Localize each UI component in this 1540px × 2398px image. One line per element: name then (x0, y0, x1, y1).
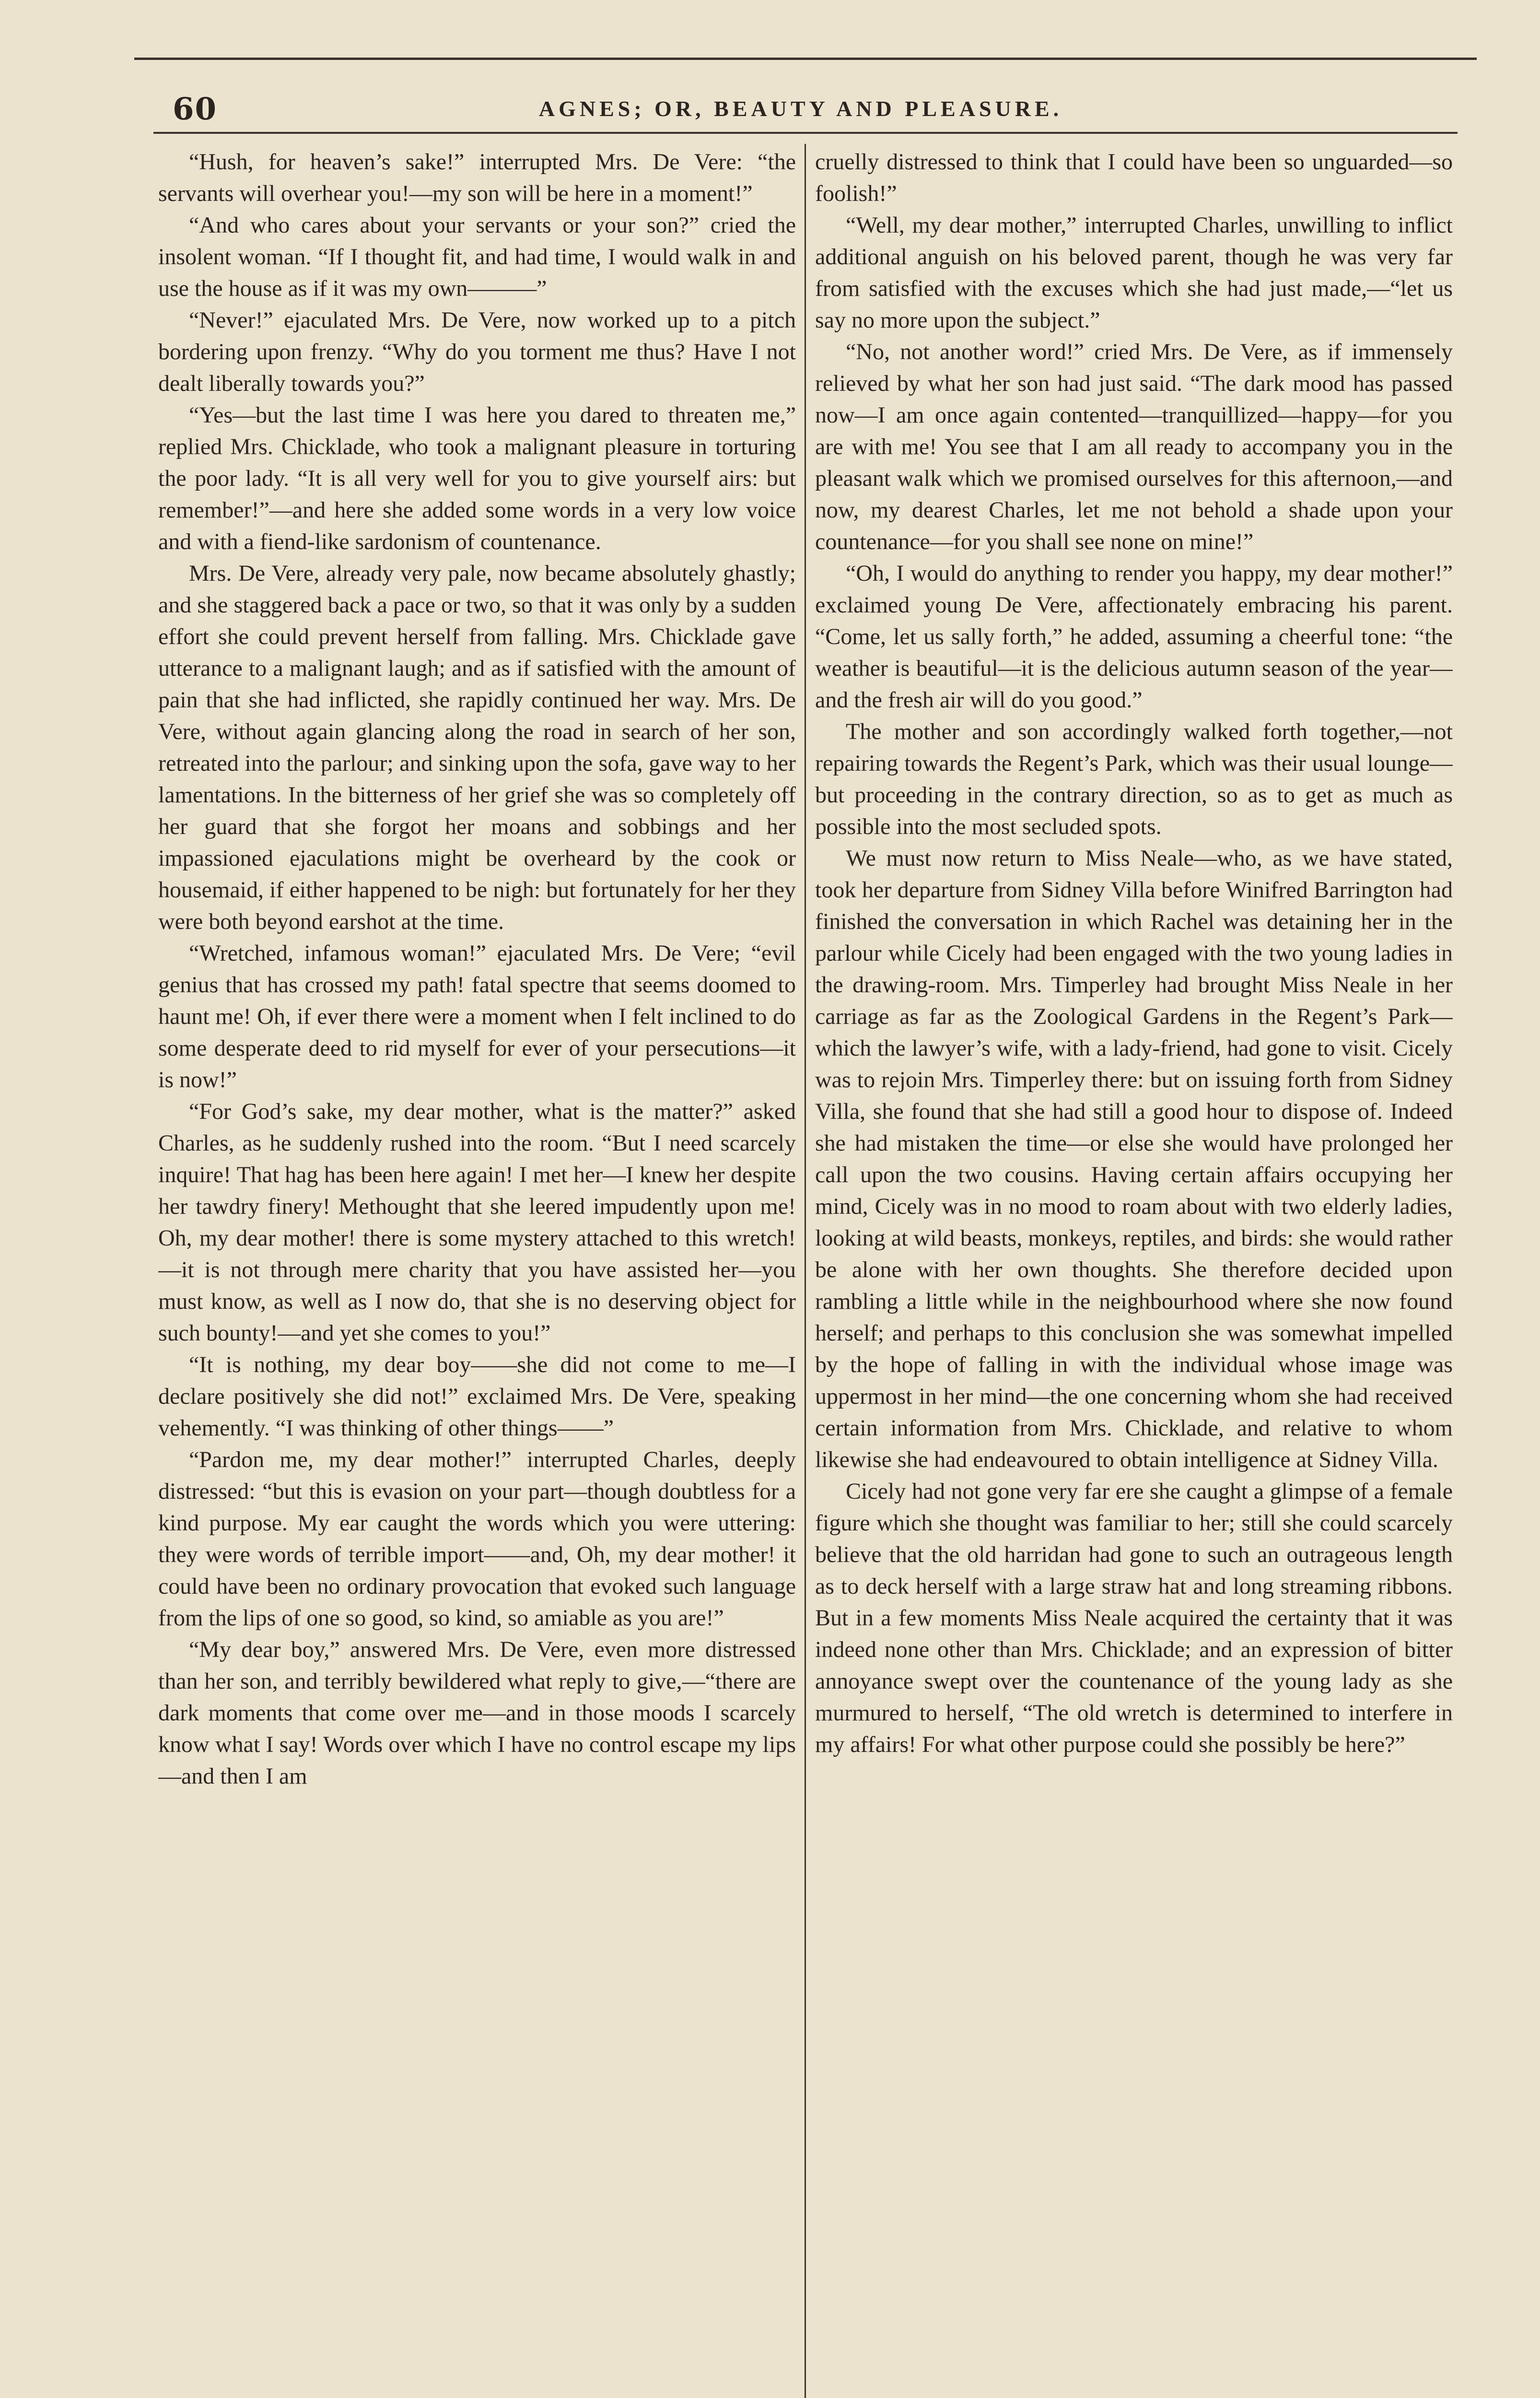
paragraph: The mother and son accordingly walked forth together,—not repairing towards the Regent’s Park, which was their usual lounge—but proceeding in the contrary direction, so as to get as much as possible into the most secluded spots. (815, 719, 1453, 839)
page-header (153, 84, 1448, 127)
paragraph-continued: cruelly distressed to think that I could have been so unguarded—so foolish!” (815, 149, 1453, 206)
paragraph: “It is nothing, my dear boy——she did not come to me—I declare positively she did not!” exclaimed Mrs. De Vere, speaking vehemently. “I was thinking of other things——” (158, 1352, 796, 1441)
paragraph: Mrs. De Vere, already very pale, now became absolutely ghastly; and she staggered back a pace or two, so that it was only by a sudden effort she could prevent herself from falling. Mrs. Chicklade gave utterance to a malignant laugh; and as if satisfied with the amount of pain that she had inflicted, she rapidly continued her way. Mrs. De Vere, without again glancing along the road in search of her son, retreated into the parlour; and sinking upon the sofa, gave way to her lamentations. In the bitterness of her grief she was so completely off her guard that she forgot her moans and sobbings and her impassioned ejaculations might be overheard by the cook or housemaid, if either happened to be nigh: but fortunately for her they were both beyond earshot at the time. (158, 561, 796, 934)
paragraph: “My dear boy,” answered Mrs. De Vere, even more distressed than her son, and terribly bewildered what reply to give,—“there are dark moments that come over me—and in those moods I scarcely know what I say! Words over which I have no control escape my lips—and then I am (158, 1637, 796, 1789)
paragraph: “Hush, for heaven’s sake!” interrupted Mrs. De Vere: “the servants will overhear you!—my son will be here in a moment!” (158, 149, 796, 206)
paragraph: “And who cares about your servants or your son?” cried the insolent woman. “If I thought fit, and had time, I would walk in and use the house as if it was my own———” (158, 212, 796, 301)
paragraph: “Oh, I would do anything to render you happy, my dear mother!” exclaimed young De Vere, affectionately embracing his parent. “Come, let us sally forth,” he added, assuming a cheerful tone: “the weather is beautiful—it is the delicious autumn season of the year—and the fresh air will do you good.” (815, 561, 1453, 713)
page-number: 60 (173, 91, 218, 127)
header-rule (153, 132, 1458, 134)
paragraph: “For God’s sake, my dear mother, what is the matter?” asked Charles, as he suddenly rushed into the room. “But I need scarcely inquire! That hag has been here again! I met her—I knew her despite her tawdry finery! Methought that she leered impudently upon me! Oh, my dear mother! there is some mystery attached to this wretch!—it is not through mere charity that you have assisted her—you must know, as well as I now do, that she is no deserving object for such bounty!—and yet she comes to you!” (158, 1099, 796, 1346)
paragraph: “Well, my dear mother,” interrupted Charles, unwilling to inflict additional anguish on his beloved parent, though he was very far from satisfied with the excuses which she had just made,—“let us say no more upon the subject.” (815, 212, 1453, 333)
paragraph: “Yes—but the last time I was here you dared to threaten me,” replied Mrs. Chicklade, who took a malignant pleasure in torturing the poor lady. “It is all very well for you to give yourself airs: but remember!”—and here she added some words in a very low voice and with a fiend-like sardonism of countenance. (158, 402, 796, 554)
column-divider (805, 144, 806, 2398)
paragraph: “No, not another word!” cried Mrs. De Vere, as if immensely relieved by what her son had just said. “The dark mood has passed now—I am once again contented—tranquillized—happy—for you are with me! You see that I am all ready to accompany you in the pleasant walk which we promised ourselves for this afternoon,—and now, my dearest Charles, let me not behold a shade upon your countenance—for you shall see none on mine!” (815, 339, 1453, 554)
paragraph: “Wretched, infamous woman!” ejaculated Mrs. De Vere; “evil genius that has crossed my path! fatal spectre that seems doomed to haunt me! Oh, if ever there were a moment when I felt inclined to do some desperate deed to rid myself for ever of your persecutions—it is now!” (158, 940, 796, 1093)
paragraph: “Never!” ejaculated Mrs. De Vere, now worked up to a pitch bordering upon frenzy. “Why do you torment me thus? Have I not dealt liberally towards you?” (158, 307, 796, 396)
paragraph: We must now return to Miss Neale—who, as we have stated, took her departure from Sidney Villa before Winifred Barrington had finished the conversation in which Rachel was detaining her in the parlour while Cicely had been engaged with the two young ladies in the drawing-room. Mrs. Timperley had brought Miss Neale in her carriage as far as the Zoological Gardens in the Regent’s Park—which the lawyer’s wife, with a lady-friend, had gone to visit. Cicely was to rejoin Mrs. Timperley there: but on issuing forth from Sidney Villa, she found that she had still a good hour to dispose of. Indeed she had mistaken the time—or else she would have prolonged her call upon the two cousins. Having certain affairs occupying her mind, Cicely was in no mood to roam about with two elderly ladies, looking at wild beasts, monkeys, reptiles, and birds: she would rather be alone with her own thoughts. She therefore decided upon rambling a little while in the neighbourhood where she now found herself; and perhaps to this conclusion she was somewhat impelled by the hope of falling in with the individual whose image was uppermost in her mind—the one concerning whom she had received certain information from Mrs. Chicklade, and relative to whom likewise she had endeavoured to obtain intelligence at Sidney Villa. (815, 846, 1453, 1472)
right-column (815, 146, 1453, 2352)
running-title: AGNES; OR, BEAUTY AND PLEASURE. (538, 96, 1063, 121)
left-column (158, 146, 796, 2352)
paragraph: “Pardon me, my dear mother!” interrupted Charles, deeply distressed: “but this is evasion on your part—though doubtless for a kind purpose. My ear caught the words which you were uttering: they were words of terrible import——and, Oh, my dear mother! it could have been no ordinary provocation that evoked such language from the lips of one so good, so kind, so amiable as you are!” (158, 1447, 796, 1631)
paragraph: Cicely had not gone very far ere she caught a glimpse of a female figure which she thought was familiar to her; still she could scarcely believe that the old harridan had gone to such an outrageous length as to deck herself with a large straw hat and long streaming ribbons. But in a few moments Miss Neale acquired the certainty that it was indeed none other than Mrs. Chicklade; and an expression of bitter annoyance swept over the countenance of the young lady as she murmured to herself, “The old wretch is determined to interfere in my affairs! For what other purpose could she possibly be here?” (815, 1479, 1453, 1757)
